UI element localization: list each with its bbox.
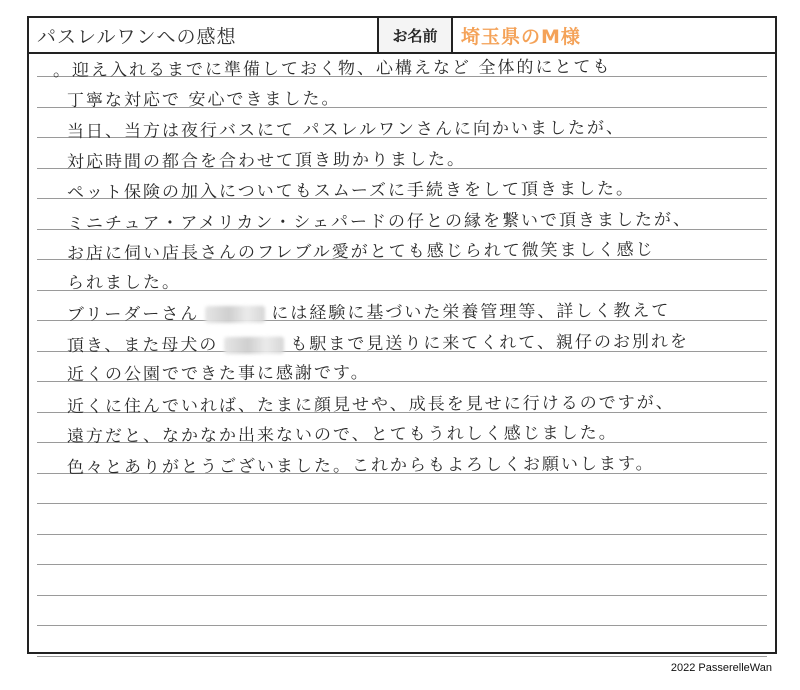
handwritten-line: 遠方だと、なかなか出来ないので、とてもうれしく感じました。 xyxy=(66,423,618,447)
handwritten-line: 。迎え入れるまでに準備しておく物、心構えなど 全体的にとても xyxy=(52,57,612,81)
handwritten-line: 色々とありがとうございました。これからもよろしくお願いします。 xyxy=(66,453,655,478)
ruled-line xyxy=(37,656,767,657)
handwritten-line xyxy=(67,296,670,325)
handwritten-segment: 頂き、また母犬の xyxy=(66,334,219,356)
ruled-line xyxy=(37,564,767,565)
ruled-writing-area xyxy=(29,52,775,652)
handwritten-line: 近くに住んでいれば、たまに顔見せや、成長を見せに行けるのですが、 xyxy=(66,392,675,417)
card-title: パスレルワンへの感想 xyxy=(29,18,379,52)
card-header xyxy=(29,18,775,54)
handwritten-line: られました。 xyxy=(66,272,182,293)
feedback-card xyxy=(27,16,777,654)
handwritten-segment: には経験に基づいた栄養管理等、詳しく教えて xyxy=(271,300,671,324)
redacted-name xyxy=(205,306,265,323)
handwritten-line: ペット保険の加入についてもスムーズに手続きをして頂きました。 xyxy=(66,179,636,203)
ruled-line xyxy=(37,503,767,504)
handwritten-line: お店に伺い店長さんのフレブル愛がとても感じられて微笑ましく感じ xyxy=(66,239,655,265)
handwritten-line: 近くの公園でできた事に感謝です。 xyxy=(66,362,370,386)
copyright-footer: 2022 PasserelleWan xyxy=(670,662,772,674)
customer-name: 埼玉県のM様 xyxy=(461,25,581,48)
handwritten-line: ミニチュア・アメリカン・シェパードの仔との縁を繋いで頂きましたが、 xyxy=(66,209,693,234)
handwritten-line: 丁寧な対応で 安心できました。 xyxy=(66,88,341,111)
ruled-line xyxy=(37,534,767,535)
handwritten-segment: ブリーダーさん xyxy=(66,304,200,326)
handwritten-line xyxy=(67,326,689,355)
handwritten-segment: も駅まで見送りに来てくれて、親仔のお別れを xyxy=(290,331,690,355)
name-label: お名前 xyxy=(379,18,453,52)
ruled-line xyxy=(37,595,767,596)
handwritten-line: 対応時間の都合を合わせて頂き助かりました。 xyxy=(66,149,467,172)
handwritten-line: 当日、当方は夜行バスにて パスレルワンさんに向かいましたが、 xyxy=(66,118,626,142)
redacted-name xyxy=(224,336,284,353)
ruled-line xyxy=(37,625,767,626)
